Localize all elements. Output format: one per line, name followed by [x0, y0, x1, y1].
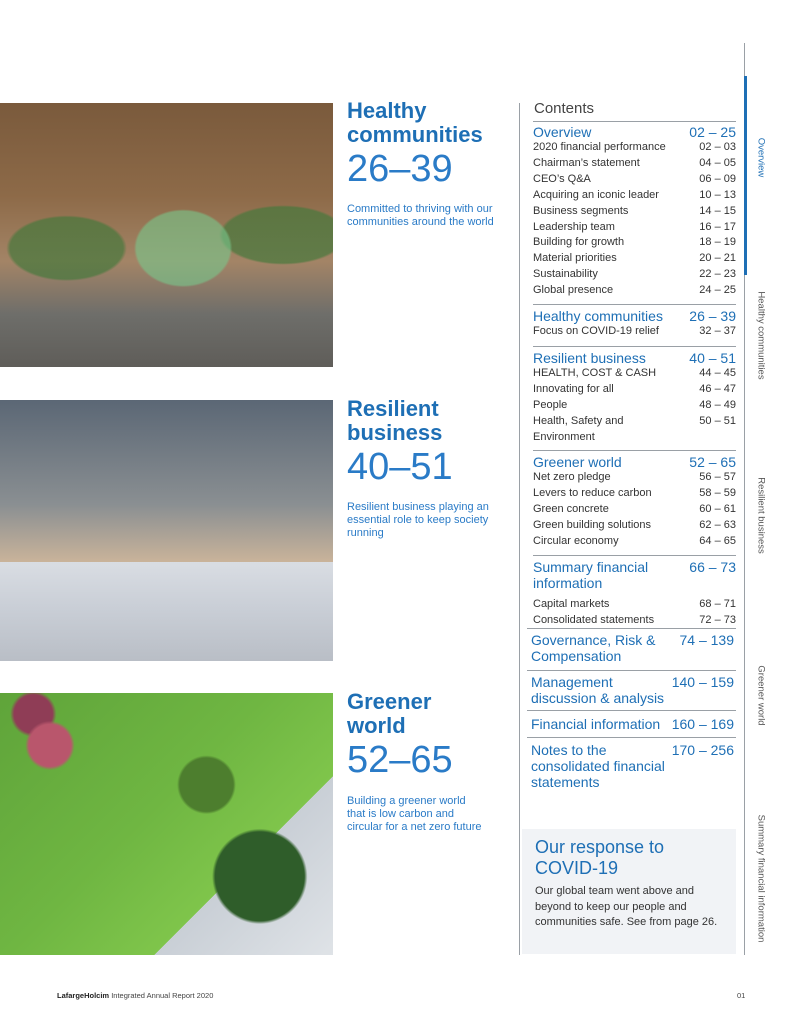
toc-group-healthy-communities [533, 308, 736, 340]
side-nav-active-indicator [744, 76, 747, 275]
toc-item[interactable]: Capital markets 68 – 71 [533, 598, 736, 610]
section-desc-resilient-business: Resilient business playing an essential role to keep society running [347, 501, 489, 539]
toc-item[interactable]: Circular economy 64 – 65 [533, 534, 736, 547]
toc-item[interactable]: People 48 – 49 [533, 398, 736, 411]
section-desc-healthy-communities: Committed to thriving with our communities around the world [347, 203, 494, 228]
toc-group-link[interactable]: Overview 02 – 25 [533, 124, 736, 140]
toc-item[interactable]: HEALTH, COST & CASH 44 – 45 [533, 367, 736, 379]
section-desc-greener-world: Building a greener world that is low carbon and circular for a net zero future [347, 795, 482, 833]
footer-text: Integrated Annual Report 2020 [111, 991, 214, 1000]
toc-group-link[interactable]: Healthy communities 26 – 39 [533, 308, 736, 324]
divider [533, 346, 736, 347]
section-title-resilient-business: Resilient business [347, 396, 443, 445]
green-park-aerial-photo [0, 693, 333, 955]
covid-title[interactable]: Our response to COVID-19 [535, 837, 665, 878]
section-title-healthy-communities: Healthy communities [347, 98, 483, 147]
toc-item[interactable]: Material priorities 20 – 21 [533, 252, 736, 265]
toc-group-link[interactable]: Financial information 160 – 169 [531, 716, 734, 732]
toc-extra-governance [531, 632, 734, 664]
toc-item[interactable]: Innovating for all 46 – 47 [533, 382, 736, 395]
divider [533, 450, 736, 451]
toc-item[interactable]: Focus on COVID-19 relief 32 – 37 [533, 325, 736, 337]
divider [533, 121, 736, 122]
side-nav-resilient-business[interactable]: Resilient business [755, 477, 767, 554]
toc-item[interactable]: Green building solutions 62 – 63 [533, 518, 736, 531]
side-nav-summary-financial[interactable]: Summary financial information [755, 814, 767, 943]
city-buildings-photo [0, 400, 333, 661]
toc-extra-notes [531, 742, 734, 790]
toc-extra-financial-info [531, 716, 734, 732]
toc-item[interactable]: Business segments 14 – 15 [533, 204, 736, 217]
toc-item[interactable]: Leadership team 16 – 17 [533, 220, 736, 233]
toc-group-greener-world [533, 454, 736, 550]
toc-group-link[interactable]: Greener world 52 – 65 [533, 454, 736, 470]
divider [527, 737, 736, 738]
covid-text: Our global team went above and beyond to keep our people and communities safe. See from page 26. [535, 885, 718, 928]
section-range-resilient-business: 40–51 [347, 446, 453, 488]
divider [527, 628, 736, 629]
toc-item[interactable]: Net zero pledge 56 – 57 [533, 471, 736, 483]
section-range-healthy-communities: 26–39 [347, 148, 453, 190]
divider [527, 670, 736, 671]
toc-item[interactable]: Acquiring an iconic leader 10 – 13 [533, 188, 736, 201]
side-nav-greener-world[interactable]: Greener world [755, 665, 767, 726]
contents-heading: Contents [534, 100, 595, 117]
toc-group-link[interactable]: Governance, Risk & Compensation 74 – 139 [531, 632, 734, 664]
toc-group-link[interactable]: Summary financial information 66 – 73 [533, 559, 736, 591]
side-nav-overview[interactable]: Overview [755, 137, 767, 178]
contents-divider [519, 103, 520, 955]
footer-brand: LafargeHolcim [57, 991, 110, 1000]
toc-item[interactable]: Levers to reduce carbon 58 – 59 [533, 486, 736, 499]
toc-item[interactable]: Green concrete 60 – 61 [533, 502, 736, 515]
toc-item[interactable]: Health, Safety and Environment 50 – 51 [533, 414, 736, 443]
toc-item[interactable]: 2020 financial performance 02 – 03 [533, 141, 736, 153]
toc-group-link[interactable]: Resilient business 40 – 51 [533, 350, 736, 366]
toc-item[interactable]: Consolidated statements 72 – 73 [533, 613, 736, 626]
divider [527, 710, 736, 711]
section-title-greener-world: Greener world [347, 689, 432, 738]
toc-group-summary-financial [533, 559, 736, 629]
section-range-greener-world: 52–65 [347, 739, 453, 781]
toc-item[interactable]: CEO’s Q&A 06 – 09 [533, 172, 736, 185]
toc-extra-management [531, 674, 734, 706]
page-number: 01 [737, 991, 746, 1000]
toc-group-link[interactable]: Management discussion & analysis 140 – 159 [531, 674, 734, 706]
toc-group-overview [533, 124, 736, 299]
toc-item[interactable]: Global presence 24 – 25 [533, 284, 736, 297]
children-running-photo [0, 103, 333, 367]
divider [533, 555, 736, 556]
toc-group-link[interactable]: Notes to the consolidated financial statements 170 – 256 [531, 742, 734, 790]
side-nav-healthy-communities[interactable]: Healthy communities [755, 291, 767, 380]
toc-item[interactable]: Building for growth 18 – 19 [533, 236, 736, 249]
toc-item[interactable]: Sustainability 22 – 23 [533, 268, 736, 281]
toc-item[interactable]: Chairman’s statement 04 – 05 [533, 156, 736, 169]
toc-group-resilient-business [533, 350, 736, 446]
footer [57, 991, 213, 1000]
divider [533, 304, 736, 305]
